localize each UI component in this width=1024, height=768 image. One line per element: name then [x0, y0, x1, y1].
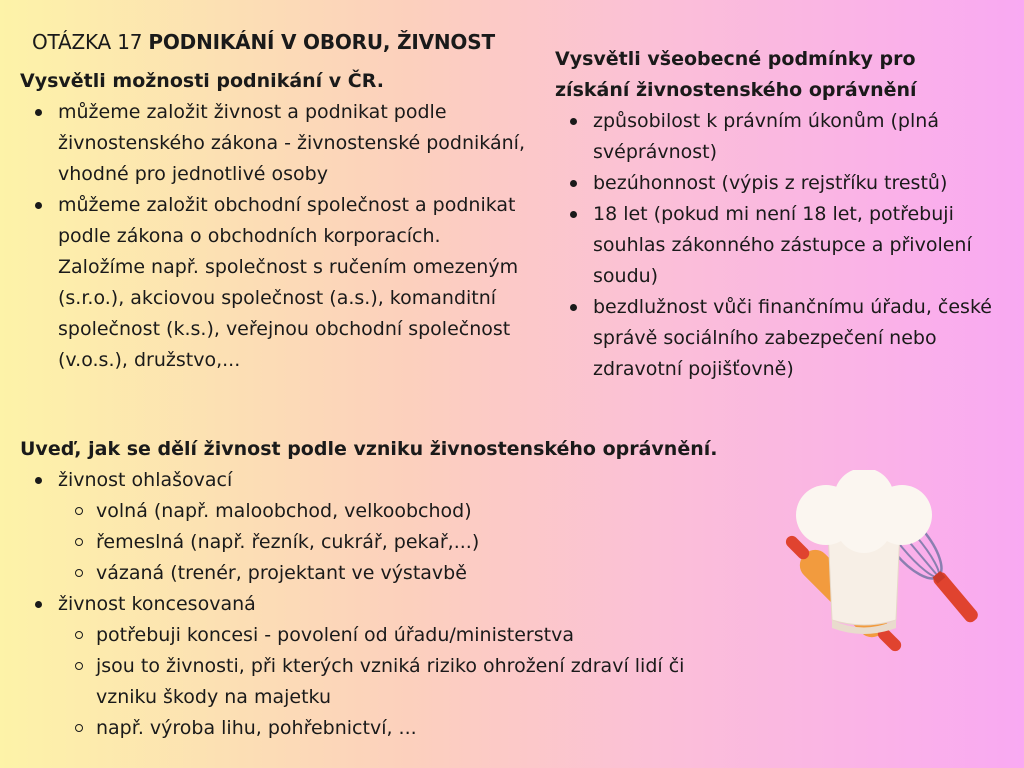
list-item: bezdlužnost vůči finančnímu úřadu, české správě sociálního zabezpečení nebo zdravotní pojišťovně) — [555, 292, 995, 385]
bullet-list — [20, 589, 780, 620]
title-topic: PODNIKÁNÍ V OBORU, ŽIVNOST — [148, 30, 495, 54]
list-item: můžeme založit obchodní společnost a podnikat podle zákona o obchodních korporacích. Založíme např. společnost s ručením omezeným (s.r.o.), akciovou společnost (a.s.), komanditní společnost (k.s.), veřejnou obchodní společnost (v.o.s.), družstvo,... — [20, 190, 530, 376]
bullet-list — [555, 106, 995, 385]
list-item-label: živnost ohlašovací — [58, 469, 233, 491]
list-item — [20, 465, 780, 496]
sub-bullet-list — [20, 496, 780, 589]
sub-list-item: potřebuji koncesi - povolení od úřadu/ministerstva — [58, 620, 748, 651]
question-heading: Vysvětli všeobecné podmínky pro získání živnostenského oprávnění — [555, 48, 917, 101]
list-item — [20, 589, 780, 620]
sub-list-item: řemeslná (např. řezník, cukrář, pekař,...) — [58, 527, 780, 558]
question-general-conditions — [555, 44, 995, 385]
sub-list-item: např. výroba lihu, pohřebnictví, ... — [58, 713, 748, 744]
sub-bullet-list — [20, 620, 748, 744]
question-trade-types — [20, 434, 780, 744]
question-heading: Uveď, jak se dělí živnost podle vzniku živnostenského oprávnění. — [20, 438, 718, 460]
sub-list-item: jsou to živnosti, při kterých vzniká riziko ohrožení zdraví lidí či vzniku škody na majetku — [58, 651, 748, 713]
question-heading: Vysvětli možnosti podnikání v ČR. — [20, 70, 384, 92]
title-prefix: OTÁZKA 17 — [32, 30, 143, 54]
sub-list-item: volná (např. maloobchod, velkoobchod) — [58, 496, 780, 527]
sub-list-item: vázaná (trenér, projektant ve výstavbě — [58, 558, 780, 589]
bullet-list — [20, 465, 780, 496]
list-item: způsobilost k právním úkonům (plná svéprávnost) — [555, 106, 995, 168]
list-item-label: živnost koncesovaná — [58, 593, 256, 615]
list-item: můžeme založit živnost a podnikat podle živnostenského zákona - živnostenské podnikání, vhodné pro jednotlivé osoby — [20, 97, 530, 190]
question-business-options — [20, 66, 530, 376]
bullet-list — [20, 97, 530, 376]
list-item: bezúhonnost (výpis z rejstříku trestů) — [555, 168, 995, 199]
list-item: 18 let (pokud mi není 18 let, potřebuji souhlas zákonného zástupce a přivolení soudu) — [555, 199, 995, 292]
page-title — [32, 30, 495, 54]
chef-hat-rolling-pin-whisk-icon — [760, 470, 1000, 670]
